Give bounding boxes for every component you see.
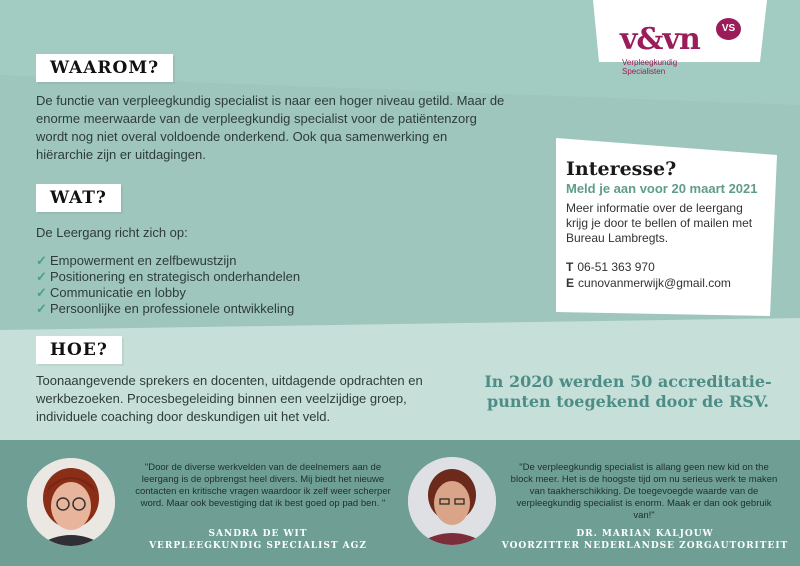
check-icon: ✓ [36, 253, 47, 268]
photo-marian-kaljouw [408, 457, 496, 545]
testimonial-quote: "De verpleegkundig specialist is allang geen new kid on the block meer. Het is de hoogste tijd om nu serieus werk te maken van taakherschikking. De toegevoegde waarde van de verpleegkundig specialist is enorm. Maak er dan ook gebruik van!" [510, 462, 778, 521]
interesse-subtitle: Meld je aan voor 20 maart 2021 [566, 181, 758, 196]
wat-list [36, 253, 300, 317]
interesse-body: Meer informatie over de leergang krijg je door te bellen of mailen met Bureau Lambregts. [566, 201, 753, 245]
accreditation-note: In 2020 werden 50 accreditatie- punten toegekend door de RSV. [484, 372, 772, 411]
portrait-image [27, 458, 115, 546]
check-icon: ✓ [36, 269, 47, 284]
hoe-body: Toonaangevende sprekers en docenten, uitdagende opdrachten en werkbezoeken. Procesbegeleiding binnen een veelzijdige groep, individuele coaching door deskundigen uit het veld. [36, 373, 423, 424]
list-item: ✓ Empowerment en zelfbewustzijn [36, 253, 237, 268]
heading-hoe: HOE? [36, 336, 122, 364]
interesse-title: Interesse? [566, 158, 677, 180]
list-item: ✓ Positionering en strategisch onderhandelen [36, 269, 301, 284]
testimonial-author: SANDRA DE WIT VERPLEEGKUNDIG SPECIALIST AGZ [149, 529, 367, 551]
check-icon: ✓ [36, 285, 47, 300]
logo-badge: VS [716, 18, 741, 40]
portrait-image [408, 457, 496, 545]
list-item: ✓ Communicatie en lobby [36, 285, 186, 300]
heading-waarom: WAAROM? [36, 54, 173, 82]
contact-email: E cunovanmerwijk@gmail.com [566, 276, 731, 290]
waarom-body: De functie van verpleegkundig specialist is naar een hoger niveau getild. Maar de enorme meerwaarde van de verpleegkundig specialist voor de patiëntenzorg wordt nog niet overal voldoende onderkend. Ook qua samenwerking en hiërarchie zijn er uitdagingen. [36, 93, 505, 162]
testimonial-author: DR. MARIAN KALJOUW VOORZITTER NEDERLANDSE ZORGAUTORITEIT [501, 529, 789, 551]
heading-wat: WAT? [36, 184, 121, 212]
check-icon: ✓ [36, 301, 47, 316]
photo-sandra-de-wit [27, 458, 115, 546]
contact-phone: T 06-51 363 970 [566, 260, 655, 274]
wat-intro: De Leergang richt zich op: [36, 225, 188, 240]
testimonial-quote: "Door de diverse werkvelden van de deelnemers aan de leergang is de opbrengst heel divers. Mij biedt het nieuwe contacten en kritische vragen waardoor ik zelf weer scherper word. Maar ook bevestiging dat ik best goed op pad ben. " [135, 462, 391, 509]
logo-wordmark: v&vn [620, 22, 700, 57]
list-item: ✓ Persoonlijke en professionele ontwikkeling [36, 301, 295, 316]
logo-subtitle: Verpleegkundig Specialisten [622, 58, 678, 76]
